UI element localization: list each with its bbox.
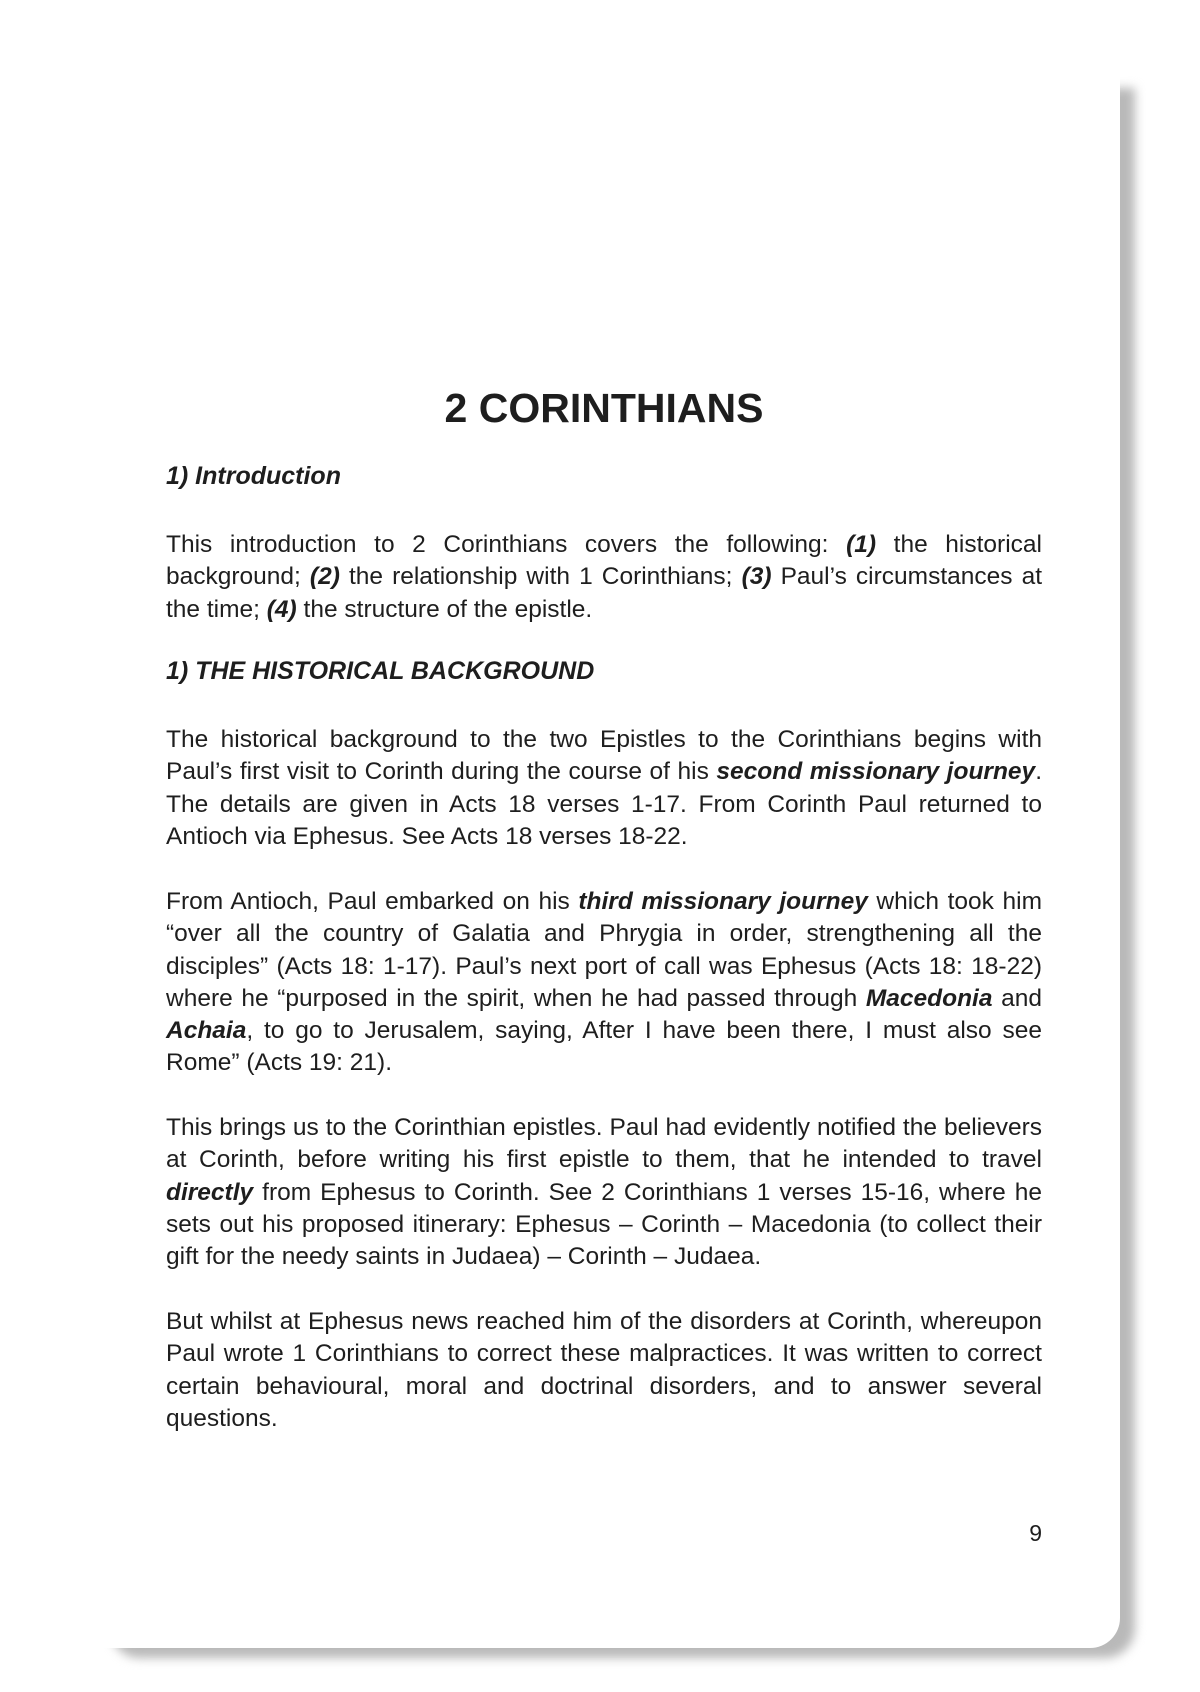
text-run: This introduction to 2 Corinthians covers the following: xyxy=(166,531,847,558)
emphasis: second missionary journey xyxy=(716,758,1036,786)
text-run: the relationship with 1 Corinthians; xyxy=(339,563,742,591)
text-run: from Ephesus to Corinth. See 2 Corinthians 1 verses 15-16, where he sets out his proposed itinerary: Ephesus – Corinth – Macedonia (to collect their gift for the needy saints in Judaea) – Corinth – Judaea. xyxy=(166,1178,1042,1271)
section-heading-historical-background: 1) THE HISTORICAL BACKGROUND xyxy=(166,657,595,685)
section-heading-introduction: 1) Introduction xyxy=(166,462,341,490)
text-run: But whilst at Ephesus news reached him of the disorders at Corinth, whereupon Paul wrote 1 Corinthians to correct these malpractices. It was written to correct certain behavioural, moral and doctrinal disorders, and to answer several questions. xyxy=(166,1308,1042,1432)
paragraph-historical-4 xyxy=(166,1306,1042,1435)
emphasis: Achaia xyxy=(166,1017,247,1045)
emphasis: (1) xyxy=(846,531,877,558)
emphasis: Macedonia xyxy=(865,984,993,1012)
paragraph-historical-1 xyxy=(166,724,1042,853)
intro-paragraph xyxy=(166,529,1042,626)
text-run: The historical background to the two Epistles to the Corinthians begins with Paul’s first visit to Corinth during the course of his xyxy=(166,726,1042,786)
text-run: This brings us to the Corinthian epistles. Paul had evidently notified the believers at Corinth, before writing his first epistle to them, that he intended to travel xyxy=(166,1114,1042,1174)
text-run: , to go to Jerusalem, saying, After I have been there, I must also see Rome” (Acts 19: 21). xyxy=(166,1017,1042,1077)
text-run: Paul’s circumstances at the time; xyxy=(166,563,1043,623)
emphasis: (4) xyxy=(266,595,297,623)
text-run: From Antioch, Paul embarked on his xyxy=(166,888,579,915)
emphasis: (3) xyxy=(741,563,772,591)
paragraph-historical-3 xyxy=(166,1112,1042,1273)
emphasis: third missionary journey xyxy=(578,888,868,915)
text-run: . The details are given in Acts 18 verses 1-17. From Corinth Paul returned to Antioch via Ephesus. See Acts 18 verses 18-22. xyxy=(166,758,1042,850)
emphasis: directly xyxy=(166,1178,254,1206)
text-run: the historical background; xyxy=(166,531,1042,591)
text-run: and xyxy=(992,984,1043,1012)
text-run: which took him “over all the country of Galatia and Phrygia in order, strengthening all the disciples” (Acts 18: 1-17). Paul’s next port of call was Ephesus (Acts 18: 18-22) where he “purposed in the spirit, when he had passed through xyxy=(166,888,1042,1012)
emphasis: (2) xyxy=(309,563,340,591)
text-run: the structure of the epistle. xyxy=(296,595,593,623)
page-number: 9 xyxy=(1029,1520,1042,1546)
page-title: 2 CORINTHIANS xyxy=(444,385,764,431)
paragraph-historical-2 xyxy=(166,886,1042,1080)
